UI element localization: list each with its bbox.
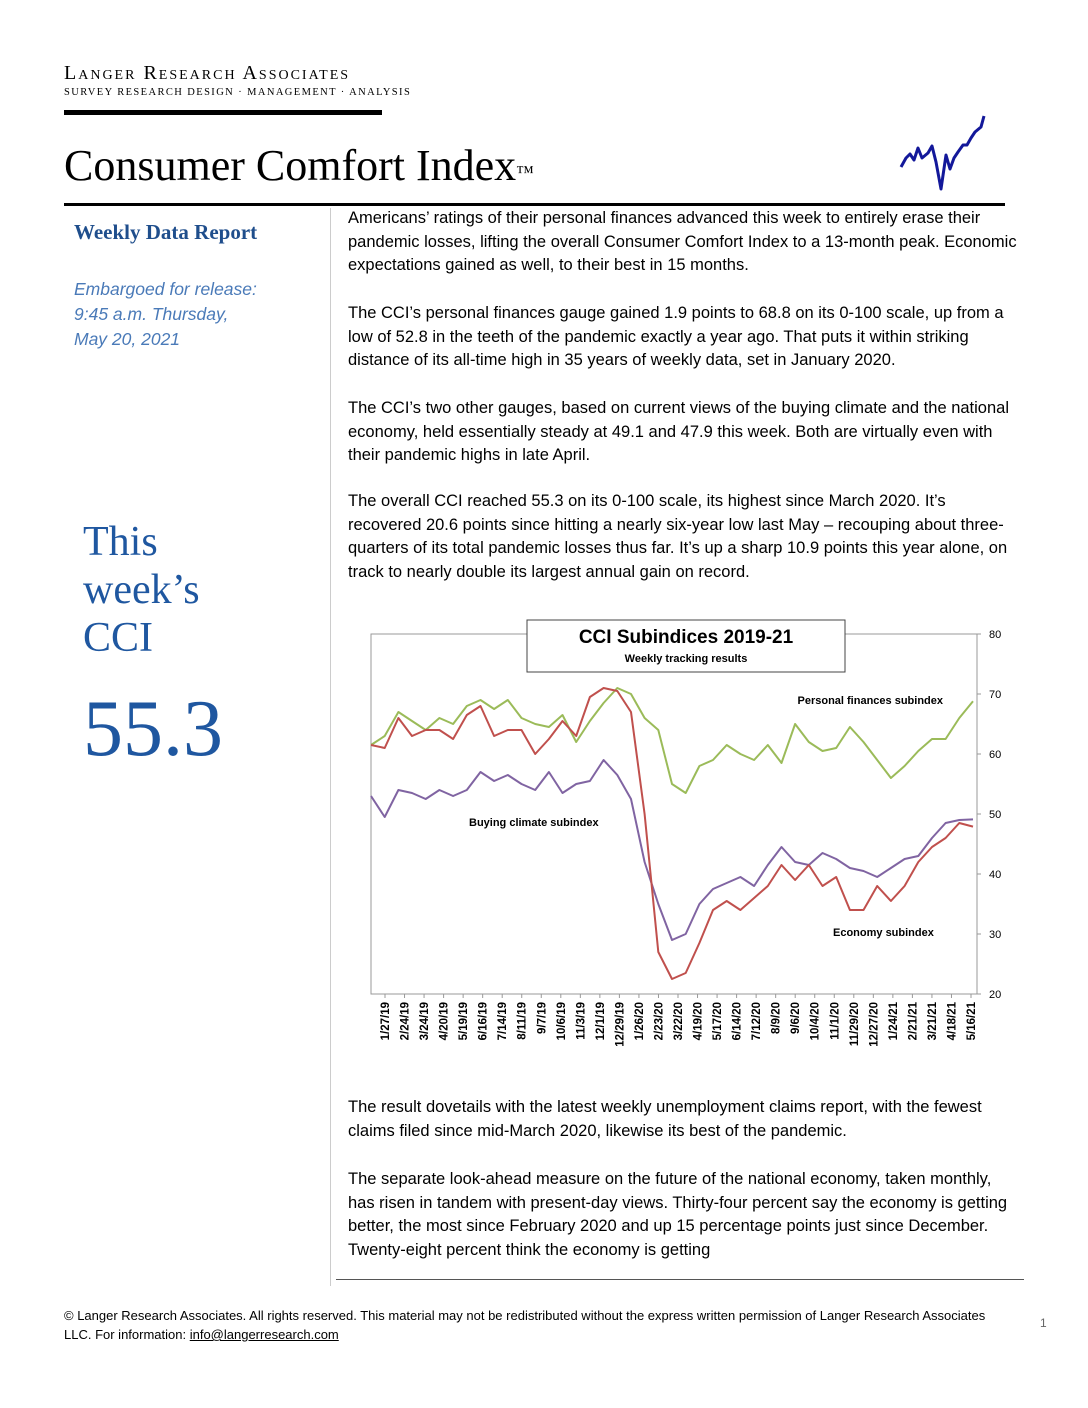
x-tick-label: 2/23/20 [653, 1002, 666, 1041]
y-tick-label: 60 [989, 749, 1002, 761]
x-axis [380, 994, 978, 1047]
body-paragraph: The overall CCI reached 55.3 on its 0-100 scale, its highest since March 2020. It’s recovered 20.6 points since hitting a nearly six-year low last May – recouping about three-quarters of its total pandemic losses thus far. It’s up a sharp 10.9 points this year alone, on track to nearly double its largest annual gain on record. [348, 492, 1008, 581]
footer-rule [336, 1279, 1024, 1280]
footer [64, 1306, 1014, 1344]
personal-finances-annotation: Personal finances subindex [797, 695, 943, 707]
x-tick-label: 6/16/19 [477, 1002, 490, 1041]
cci-subindices-chart [340, 612, 1020, 1062]
page-number: 1 [1040, 1316, 1047, 1330]
x-tick-label: 4/20/19 [438, 1002, 451, 1041]
x-tick-label: 3/22/20 [673, 1002, 685, 1041]
x-tick-label: 9/7/19 [536, 1002, 549, 1034]
y-tick-label: 30 [989, 929, 1002, 941]
this-week-label [83, 518, 283, 662]
page-title-text: Consumer Comfort Index [64, 141, 517, 190]
x-tick-label: 11/29/20 [848, 1002, 861, 1047]
body-paragraph: The CCI’s personal finances gauge gained 1.9 points to 68.8 on its 0-100 scale, up from a low of 52.8 in the teeth of the pandemic exactly a year ago. That puts it within striking distance of its all-time high in 35 years of weekly data, set in January 2020. [348, 304, 1004, 369]
body-paragraph: The result dovetails with the latest weekly unemployment claims report, with the fewest claims filed since mid-March 2020, likewise its best of the pandemic. [348, 1098, 982, 1140]
x-tick-label: 4/18/21 [946, 1002, 959, 1041]
embargo-notice [74, 277, 314, 352]
x-tick-label: 3/24/19 [419, 1002, 432, 1041]
report-label: Weekly Data Report [74, 220, 258, 244]
x-tick-label: 12/27/20 [868, 1002, 881, 1047]
x-tick-label: 8/11/19 [516, 1002, 529, 1040]
x-tick-label: 10/4/20 [809, 1002, 822, 1041]
body-paragraph: The separate look-ahead measure on the future of the national economy, taken monthly, has risen in tandem with present-day views. Thirty-four percent say the economy is getting better, the most since February 2020 and up 15 percentage points just since December. Twenty-eight percent think the economy is getting [348, 1170, 1008, 1259]
x-tick-label: 8/9/20 [770, 1002, 783, 1034]
x-tick-label: 2/24/19 [399, 1002, 412, 1041]
y-tick-label: 40 [989, 869, 1002, 881]
x-tick-label: 4/19/20 [692, 1002, 705, 1041]
sidebar-divider [330, 208, 331, 1286]
x-tick-label: 10/6/19 [555, 1002, 568, 1041]
embargo-line: 9:45 a.m. Thursday, [74, 304, 229, 324]
x-tick-label: 5/16/21 [966, 1002, 978, 1041]
body-paragraph: The CCI’s two other gauges, based on current views of the buying climate and the national economy, held essentially steady at 49.1 and 47.9 this week. Both are virtually even with their pandemic highs in late April. [348, 399, 1009, 464]
x-tick-label: 11/1/20 [829, 1002, 842, 1040]
contact-email-link[interactable]: info@langerresearch.com [189, 1327, 339, 1342]
y-tick-label: 70 [989, 689, 1002, 701]
this-week-line: week’s [83, 567, 200, 613]
embargo-line: May 20, 2021 [74, 329, 181, 349]
buying-climate-annotation: Buying climate subindex [469, 817, 599, 829]
x-tick-label: 12/1/19 [594, 1002, 607, 1041]
x-tick-label: 3/21/21 [926, 1002, 939, 1041]
y-tick-label: 20 [989, 989, 1002, 1001]
x-tick-label: 9/6/20 [790, 1002, 803, 1034]
x-tick-label: 7/12/20 [751, 1002, 764, 1041]
y-axis [977, 629, 1001, 1001]
this-week-line: CCI [83, 615, 154, 661]
x-tick-label: 5/19/19 [458, 1002, 471, 1041]
embargo-line: Embargoed for release: [74, 279, 257, 299]
x-tick-label: 1/26/20 [633, 1002, 646, 1041]
economy-annotation: Economy subindex [833, 927, 934, 939]
trademark-mark: ™ [516, 162, 534, 182]
cci-value: 55.3 [83, 685, 223, 773]
this-week-line: This [83, 519, 158, 565]
x-tick-label: 1/24/21 [887, 1002, 900, 1041]
brand-tagline: SURVEY RESEARCH DESIGN · MANAGEMENT · ANALYSIS [64, 87, 412, 98]
brand-rule [64, 110, 382, 115]
x-tick-label: 7/14/19 [497, 1002, 510, 1041]
x-tick-label: 1/27/19 [380, 1002, 392, 1041]
brand-block [64, 62, 412, 98]
x-tick-label: 12/29/19 [614, 1002, 627, 1047]
x-tick-label: 6/14/20 [731, 1002, 744, 1041]
y-tick-label: 80 [989, 629, 1002, 641]
copyright-text: © Langer Research Associates. All rights reserved. This material may not be redistributed without the express written permission of Langer Research Associates LLC. For information: [64, 1308, 986, 1342]
chart-subtitle: Weekly tracking results [624, 653, 748, 665]
x-tick-label: 2/21/21 [907, 1002, 920, 1041]
title-rule [64, 203, 1005, 206]
y-tick-label: 50 [989, 809, 1002, 821]
sparkline-logo-icon [895, 110, 990, 195]
x-tick-label: 11/3/19 [575, 1002, 588, 1040]
x-tick-label: 5/17/20 [712, 1002, 725, 1041]
chart-title: CCI Subindices 2019-21 [578, 627, 794, 648]
page-title [64, 140, 534, 192]
body-paragraph: Americans’ ratings of their personal finances advanced this week to entirely erase their pandemic losses, lifting the overall Consumer Comfort Index to a 13-month peak. Economic expectations gained as well, to their best in 15 months. [348, 209, 1017, 274]
brand-name: Langer Research Associates [64, 62, 351, 84]
